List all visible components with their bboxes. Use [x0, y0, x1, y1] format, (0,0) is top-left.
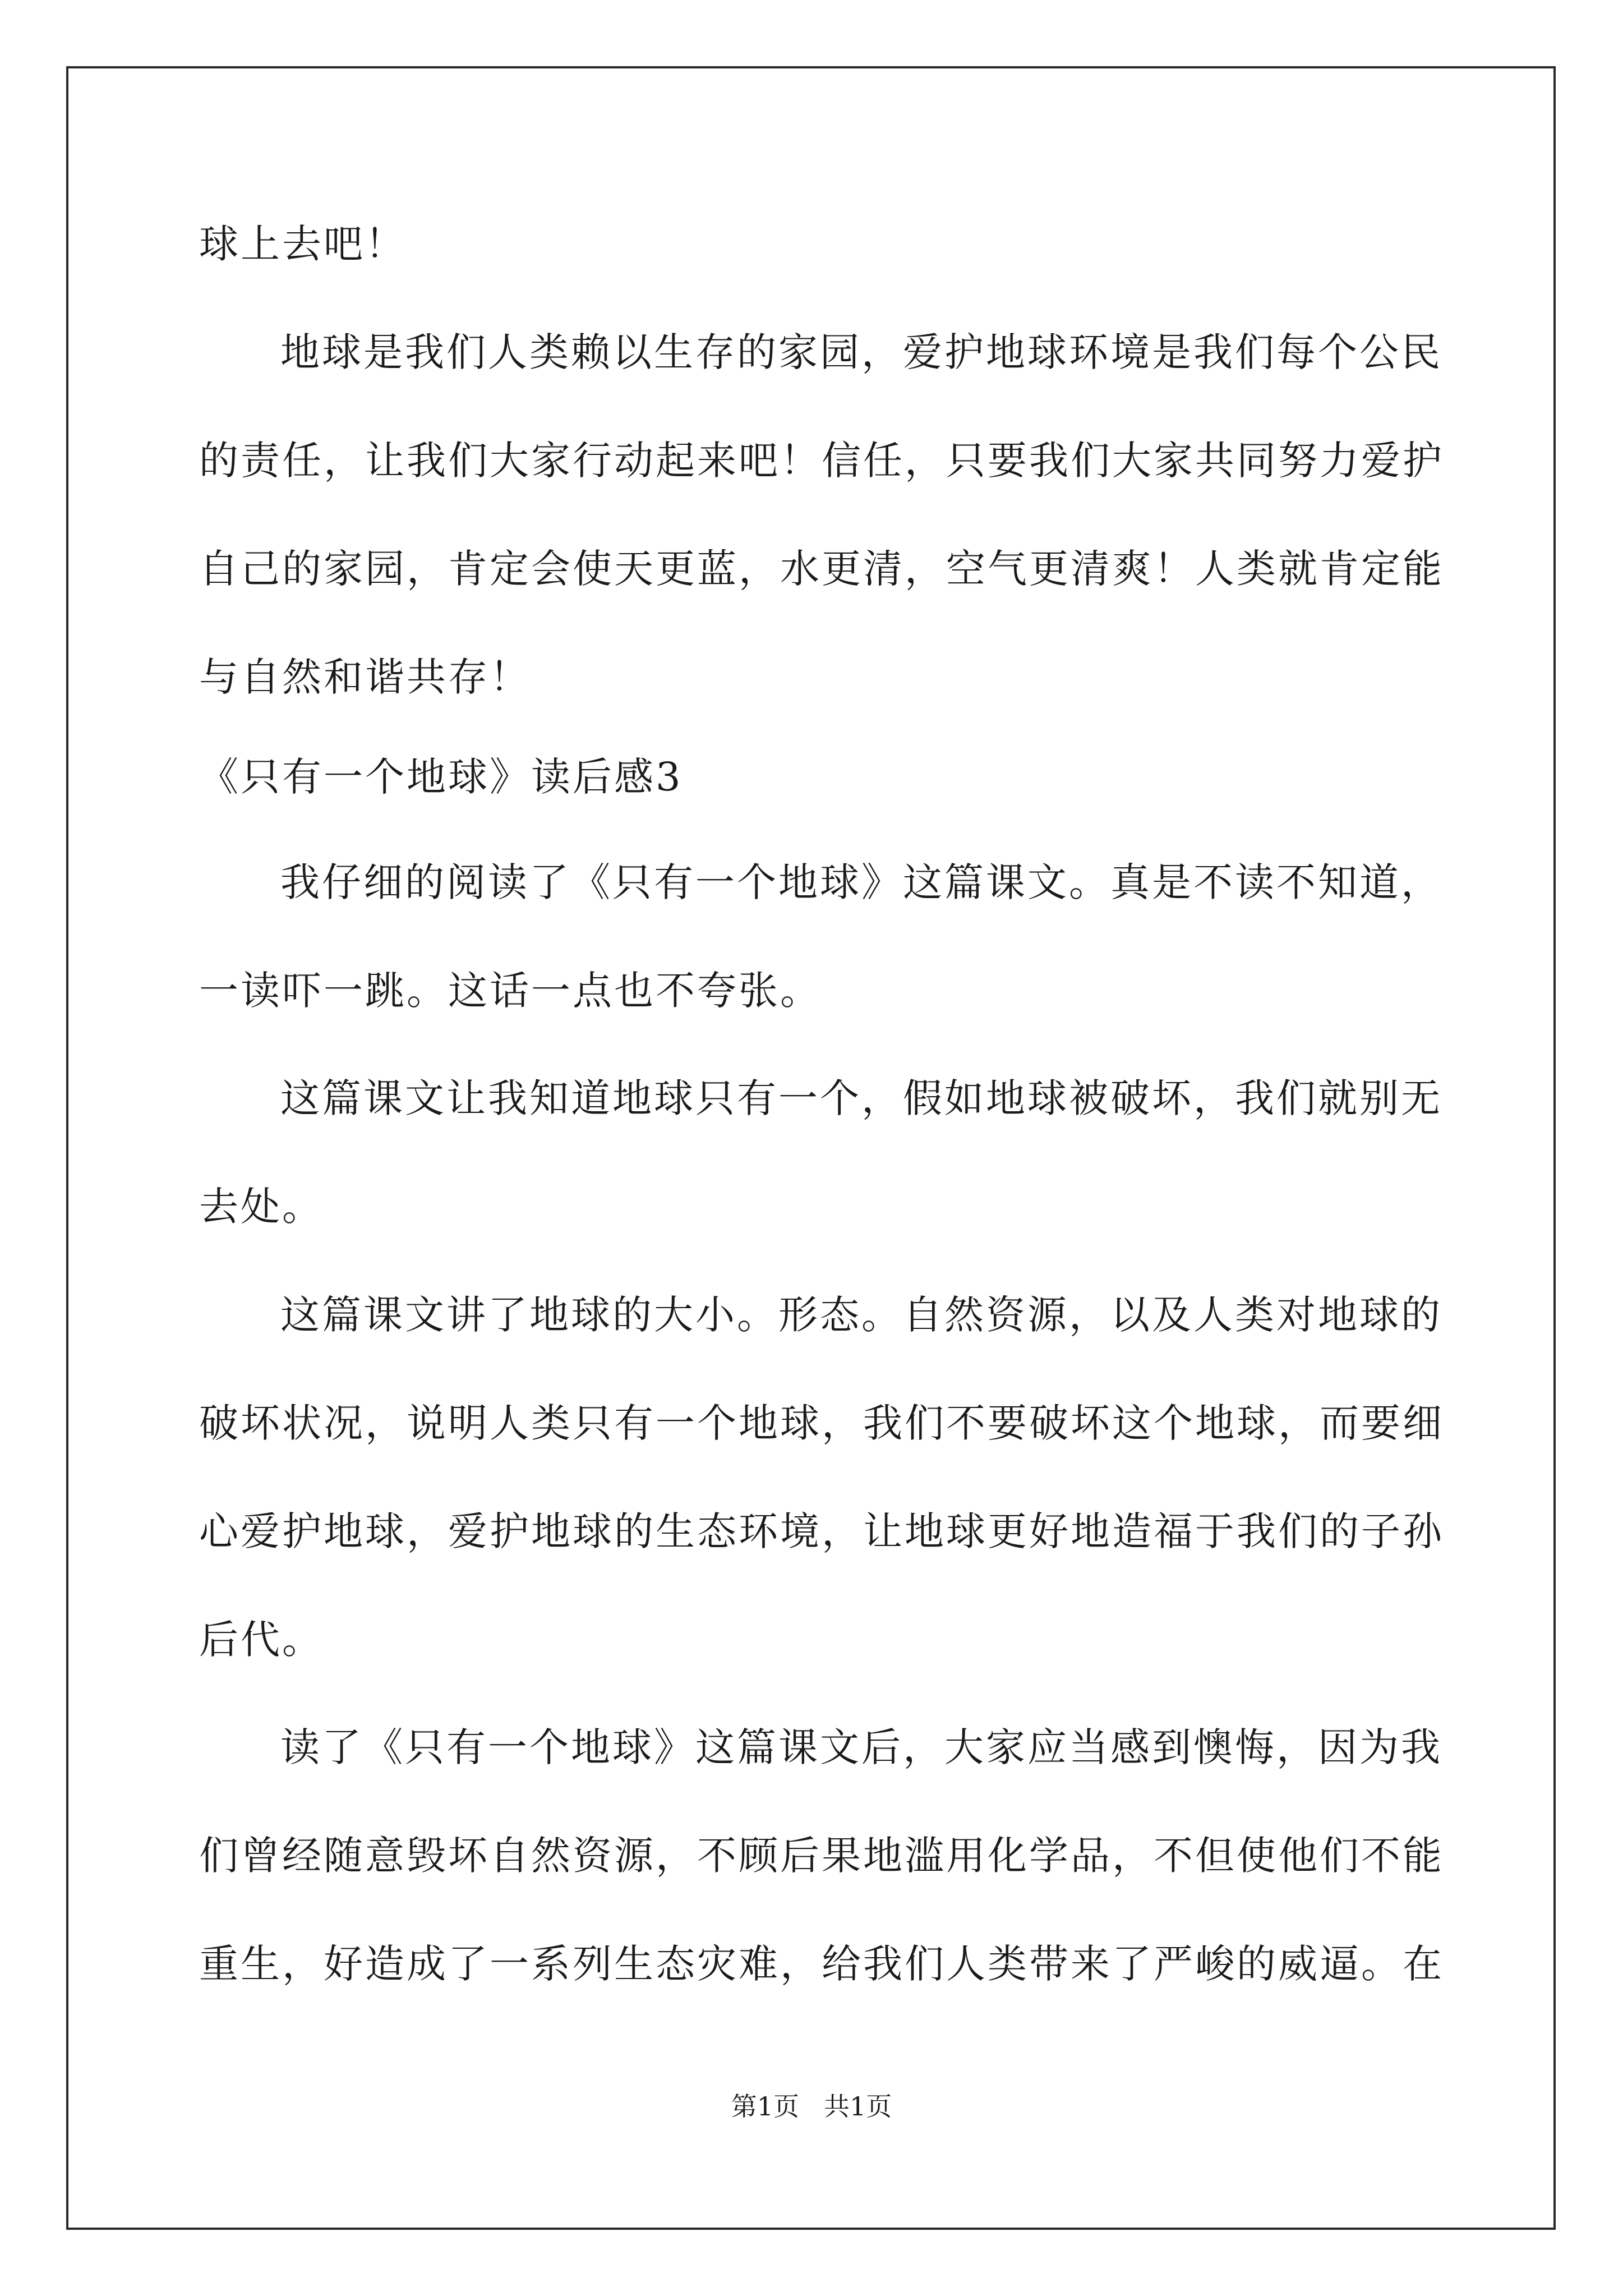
text-line: 心爱护地球，爱护地球的生态环境，让地球更好地造福于我们的子孙: [199, 1508, 1444, 1554]
text-line: 后代。: [199, 1617, 324, 1663]
paragraph-start-line: 我仔细的阅读了《只有一个地球》这篇课文。真是不读不知道，: [280, 859, 1442, 905]
page-total: 共1页: [823, 2091, 892, 2122]
text-line: 与自然和谐共存！: [199, 654, 531, 700]
text-line: 破坏状况，说明人类只有一个地球，我们不要破坏这个地球，而要细: [199, 1400, 1444, 1446]
page-number: 第1页: [731, 2091, 800, 2122]
section-heading: 《只有一个地球》读后感3: [199, 754, 683, 800]
text-line: 一读吓一跳。这话一点也不夸张。: [199, 968, 822, 1014]
paragraph-start-line: 读了《只有一个地球》这篇课文后，大家应当感到懊悔，因为我: [280, 1724, 1442, 1770]
page-border: [66, 66, 1556, 2230]
text-line: 自己的家园，肯定会使天更蓝，水更清，空气更清爽！人类就肯定能: [199, 546, 1444, 592]
text-line: 的责任，让我们大家行动起来吧！信任，只要我们大家共同努力爱护: [199, 438, 1444, 484]
page-footer: [0, 2090, 1623, 2123]
text-line: 重生，好造成了一系列生态灾难，给我们人类带来了严峻的威逼。在: [199, 1941, 1444, 1987]
text-line: 们曾经随意毁坏自然资源，不顾后果地滥用化学品，不但使他们不能: [199, 1833, 1444, 1879]
paragraph-start-line: 这篇课文讲了地球的大小。形态。自然资源，以及人类对地球的: [280, 1292, 1442, 1338]
paragraph-start-line: 这篇课文让我知道地球只有一个，假如地球被破坏，我们就别无: [280, 1075, 1442, 1121]
text-line: 球上去吧！: [199, 221, 407, 267]
paragraph-start-line: 地球是我们人类赖以生存的家园，爱护地球环境是我们每个公民: [280, 329, 1442, 375]
text-line: 去处。: [199, 1184, 324, 1230]
